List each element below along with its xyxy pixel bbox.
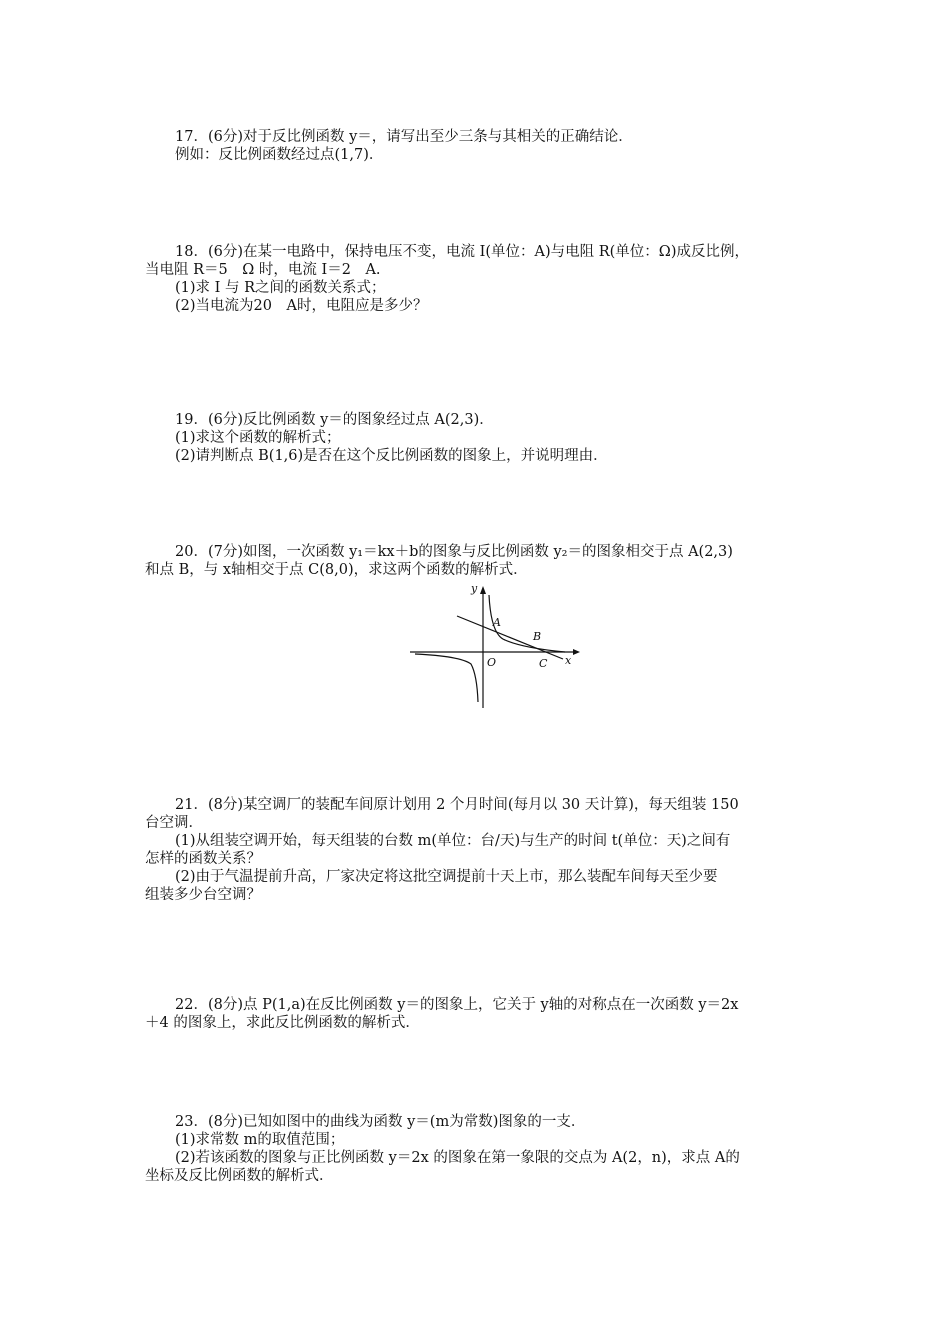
question-17 xyxy=(145,128,810,164)
q21-sub-2b: 组装多少台空调？ xyxy=(145,887,261,903)
q19-line-1: 19．(6分)反比例函数 y＝的图象经过点 A(2,3)． xyxy=(175,412,494,428)
q20-line-1: 20．(7分)如图，一次函数 y₁＝kx＋b的图象与反比例函数 y₂＝的图象相交于点 A(2,3) xyxy=(175,544,733,560)
question-19 xyxy=(145,411,810,465)
q21-sub-2a: (2)由于气温提前升高，厂家决定将这批空调提前十天上市，那么装配车间每天至少要 xyxy=(175,869,718,885)
q21-sub-1b: 怎样的函数关系？ xyxy=(145,851,261,867)
q21-line-1: 21．(8分)某空调厂的装配车间原计划用 2 个月时间(每月以 30 天计算)，每天组装 150 xyxy=(175,797,739,813)
question-18 xyxy=(145,243,810,315)
q19-sub-2: (2)请判断点 B(1,6)是否在这个反比例函数的图象上，并说明理由． xyxy=(175,448,608,464)
question-21 xyxy=(145,796,810,904)
q19-sub-1: (1)求这个函数的解析式； xyxy=(175,430,341,446)
question-20 xyxy=(145,543,810,579)
point-a-label: A xyxy=(493,616,501,629)
hyperbola-branch-3 xyxy=(415,654,478,702)
q21-line-2: 台空调． xyxy=(145,815,203,831)
origin-label: O xyxy=(487,656,497,669)
y-axis-arrow xyxy=(480,586,486,594)
point-c-label: C xyxy=(539,657,548,670)
q17-line-1: 17．(6分)对于反比例函数 y＝，请写出至少三条与其相关的正确结论． xyxy=(175,129,633,145)
q23-sub-1: (1)求常数 m的取值范围； xyxy=(175,1132,345,1148)
q20-graph-figure xyxy=(405,580,585,710)
q23-line-1: 23．(8分)已知如图中的曲线为函数 y＝(m为常数)图象的一支． xyxy=(175,1114,586,1130)
y-axis-label: y xyxy=(471,582,478,595)
question-22 xyxy=(145,996,810,1032)
q23-sub-2: (2)若该函数的图象与正比例函数 y＝2x 的图象在第一象限的交点为 A(2，n)，求点 A的 xyxy=(175,1150,740,1166)
point-b-label: B xyxy=(533,630,542,643)
q18-line-2: 当电阻 R＝5 Ω 时，电流 I＝2 A. xyxy=(145,262,381,278)
question-23 xyxy=(145,1113,810,1185)
q21-sub-1a: (1)从组装空调开始，每天组装的台数 m(单位：台/天)与生产的时间 t(单位：天)之间有 xyxy=(175,833,731,849)
q22-line-2: ＋4 的图象上，求此反比例函数的解析式． xyxy=(145,1015,420,1031)
q22-line-1: 22．(8分)点 P(1,a)在反比例函数 y＝的图象上，它关于 y轴的对称点在一次函数 y＝2x xyxy=(175,997,739,1013)
x-axis-arrow xyxy=(573,649,580,655)
q17-line-2: 例如：反比例函数经过点(1,7)． xyxy=(175,147,384,163)
q20-line-2: 和点 B，与 x轴相交于点 C(8,0)，求这两个函数的解析式． xyxy=(145,562,528,578)
q18-line-1: 18．(6分)在某一电路中，保持电压不变，电流 I(单位：A)与电阻 R(单位：Ω)成反比例， xyxy=(175,244,749,260)
x-axis-label: x xyxy=(565,654,572,667)
q23-line-end: 坐标及反比例函数的解析式． xyxy=(145,1168,334,1184)
q18-sub-2: (2)当电流为20 A时，电阻应是多少？ xyxy=(175,298,428,314)
q18-sub-1: (1)求 I 与 R之间的函数关系式； xyxy=(175,280,386,296)
